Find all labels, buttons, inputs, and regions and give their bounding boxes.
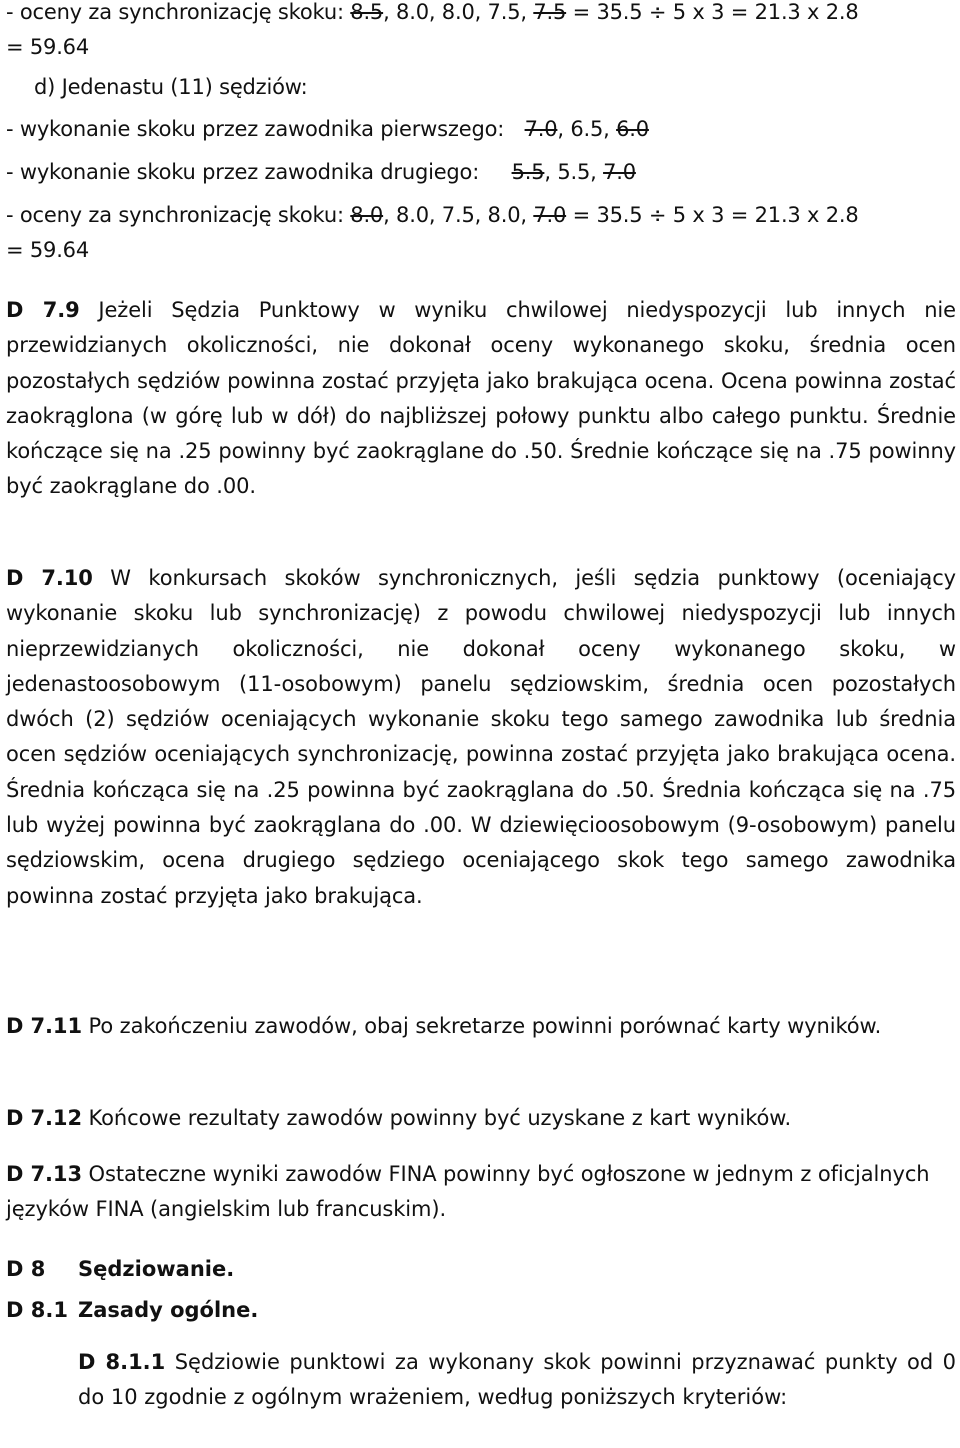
text-fragment: - wykonanie skoku przez zawodnika pierwszego: bbox=[6, 117, 511, 141]
rule-d-7-11 bbox=[6, 1009, 926, 1044]
section-title: Zasady ogólne. bbox=[78, 1298, 259, 1322]
rule-number: D 7.12 bbox=[6, 1106, 82, 1130]
synch-total-line: = 59.64 bbox=[6, 35, 89, 59]
first-diver-scores-line bbox=[6, 112, 649, 146]
rule-number: D 8.1.1 bbox=[78, 1350, 166, 1374]
synch-scores-line-d bbox=[6, 198, 859, 232]
synch-total-line-d: = 59.64 bbox=[6, 238, 89, 262]
section-heading-d-8 bbox=[6, 1252, 234, 1286]
discarded-score: 7.0 bbox=[533, 203, 567, 227]
rule-d-7-9 bbox=[6, 293, 956, 505]
rule-text: Końcowe rezultaty zawodów powinny być uzyskane z kart wyników. bbox=[81, 1106, 792, 1130]
text-fragment: - wykonanie skoku przez zawodnika drugiego: bbox=[6, 160, 486, 184]
rule-d-8-1-1 bbox=[78, 1345, 956, 1416]
rule-number: D 7.13 bbox=[6, 1162, 82, 1186]
rule-d-7-13 bbox=[6, 1157, 956, 1228]
text-fragment: , 6.5, bbox=[557, 117, 617, 141]
rule-text: Po zakończeniu zawodów, obaj sekretarze powinni porównać karty wyników. bbox=[81, 1014, 882, 1038]
rule-text: W konkursach skoków synchronicznych, jeśli sędzia punktowy (oceniający wykonanie skoku lub synchronizację) z powodu chwilowej niedyspozycji lub innych nieprzewidzianych okoliczności, nie dokonał oceny wykonanego skoku, w jedenastoosobowym (11-osobowym) panelu sędziowskim, średnia ocen pozostałych dwóch (2) sędziów oceniających wykonanie skoku tego samego zawodnika lub średnia ocen sędziów oceniających synchronizację, powinna zostać przyjęta jako brakująca ocena. Średnia kończąca się na .25 powinna być zaokrąglana do .50. Średnia kończąca się na .75 lub wyżej powinna być zaokrąglana do .00. W dziewięcioosobowym (9-osobowym) panelu sędziowskim, ocena drugiego sędziego oceniającego skok tego samego zawodnika powinna zostać przyjęta jako brakująca. bbox=[6, 566, 956, 908]
rule-number: D 7.10 bbox=[6, 566, 93, 590]
section-heading-d-8-1 bbox=[6, 1293, 258, 1327]
section-number: D 8 bbox=[6, 1257, 46, 1281]
rule-d-7-10 bbox=[6, 561, 956, 914]
rule-text: Jeżeli Sędzia Punktowy w wyniku chwilowej niedyspozycji lub innych nie przewidzianych okoliczności, nie dokonał oceny wykonanego skoku, średnia ocen pozostałych sędziów powinna zostać przyjęta jako brakująca ocena. Ocena powinna zostać zaokrąglona (w górę lub w dół) do najbliższej połowy punktu albo całego punktu. Średnie kończące się na .25 powinny być zaokrąglane do .50. Średnie kończące się na .75 powinny być zaokrąglane do .00. bbox=[6, 298, 956, 499]
discarded-score: 6.0 bbox=[616, 117, 649, 141]
discarded-score: 7.5 bbox=[533, 0, 567, 24]
discarded-score: 8.5 bbox=[350, 0, 384, 24]
rule-number: D 7.11 bbox=[6, 1014, 82, 1038]
discarded-score: 7.0 bbox=[603, 160, 636, 184]
text-fragment: = 35.5 ÷ 5 x 3 = 21.3 x 2.8 bbox=[566, 203, 859, 227]
rule-text: Ostateczne wyniki zawodów FINA powinny być ogłoszone w jednym z oficjalnych języków FINA (angielskim lub francuskim). bbox=[6, 1162, 930, 1222]
second-diver-scores-line bbox=[6, 155, 636, 189]
rule-text: Sędziowie punktowi za wykonany skok powinni przyznawać punkty od 0 do 10 zgodnie z ogólnym wrażeniem, według poniższych kryteriów: bbox=[78, 1350, 956, 1410]
discarded-score: 8.0 bbox=[350, 203, 384, 227]
section-number: D 8.1 bbox=[6, 1298, 68, 1322]
text-fragment: - oceny za synchronizację skoku: bbox=[6, 203, 351, 227]
text-fragment: , 8.0, 8.0, 7.5, bbox=[383, 0, 534, 24]
text-fragment: , 5.5, bbox=[544, 160, 604, 184]
synch-scores-line bbox=[6, 0, 859, 29]
discarded-score: 5.5 bbox=[511, 160, 545, 184]
subsection-heading-d: d) Jedenastu (11) sędziów: bbox=[34, 75, 308, 99]
rule-number: D 7.9 bbox=[6, 298, 80, 322]
rule-d-7-12 bbox=[6, 1101, 956, 1136]
text-fragment: , 8.0, 7.5, 8.0, bbox=[383, 203, 534, 227]
text-fragment: - oceny za synchronizację skoku: bbox=[6, 0, 351, 24]
discarded-score: 7.0 bbox=[524, 117, 558, 141]
section-title: Sędziowanie. bbox=[78, 1257, 235, 1281]
text-fragment: = 35.5 ÷ 5 x 3 = 21.3 x 2.8 bbox=[566, 0, 859, 24]
